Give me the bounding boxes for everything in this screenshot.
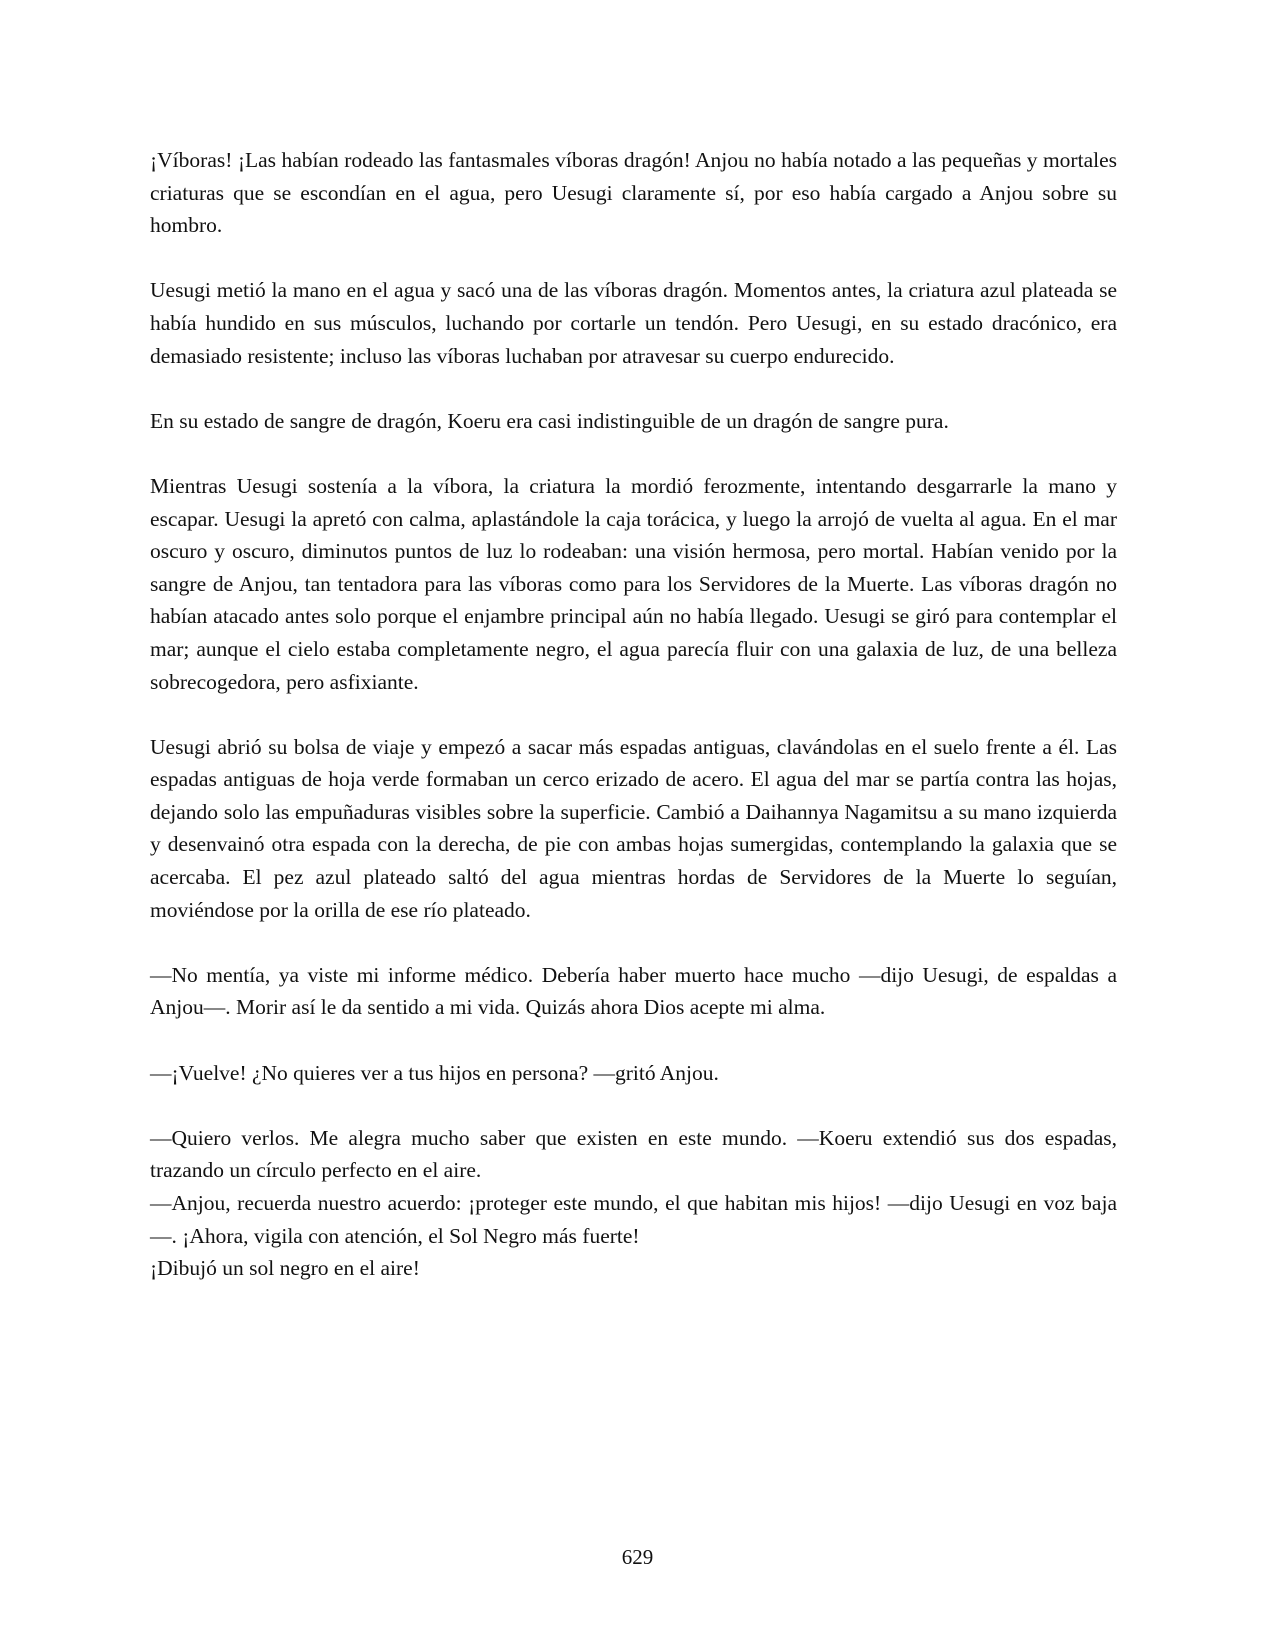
paragraph-uesugi-grabs-viper: Uesugi metió la mano en el agua y sacó una de las víboras dragón. Momentos antes, la criatura azul plateada se había hundido en sus músculos, luchando por cortarle un tendón. Pero Uesugi, en su estado dracónico, era demasiado resistente; incluso las víboras luchaban por atravesar su cuerpo endurecido. <box>150 278 1117 368</box>
page-body <box>150 144 1117 1285</box>
paragraph-ancient-swords: Uesugi abrió su bolsa de viaje y empezó a sacar más espadas antiguas, clavándolas en el suelo frente a él. Las espadas antiguas de hoja verde formaban un cerco erizado de acero. El agua del mar se partía contra las hojas, dejando solo las empuñaduras visibles sobre la superficie. Cambió a Daihannya Nagamitsu a su mano izquierda y desenvainó otra espada con la derecha, de pie con ambas hojas sumergidas, contemplando la galaxia que se acercaba. El pez azul plateado saltó del agua mientras hordas de Servidores de la Muerte lo seguían, moviéndose por la orilla de ese río plateado. <box>150 734 1117 922</box>
paragraph-dragon-blood-state: En su estado de sangre de dragón, Koeru era casi indistinguible de un dragón de sangre pura. <box>150 408 949 433</box>
paragraph-dialogue-uesugi-medical: —No mentía, ya viste mi informe médico. Debería haber muerto hace mucho —dijo Uesugi, de espaldas a Anjou—. Morir así le da sentido a mi vida. Quizás ahora Dios acepte mi alma. <box>150 962 1117 1020</box>
paragraph-black-sun: ¡Dibujó un sol negro en el aire! <box>150 1256 420 1281</box>
paragraph-dialogue-anjou-shouts: —¡Vuelve! ¿No quieres ver a tus hijos en persona? —gritó Anjou. <box>150 1060 719 1085</box>
paragraph-vipers-surround: ¡Víboras! ¡Las habían rodeado las fantasmales víboras dragón! Anjou no había notado a las pequeñas y mortales criaturas que se escondían en el agua, pero Uesugi claramente sí, por eso había cargado a Anjou sobre su hombro. <box>150 148 1117 238</box>
paragraph-dialogue-koeru-swords: —Quiero verlos. Me alegra mucho saber que existen en este mundo. —Koeru extendió sus dos espadas, trazando un círculo perfecto en el aire. <box>150 1125 1117 1183</box>
paragraph-galaxy-of-light: Mientras Uesugi sostenía a la víbora, la criatura la mordió ferozmente, intentando desgarrarle la mano y escapar. Uesugi la apretó con calma, aplastándole la caja torácica, y luego la arrojó de vuelta al agua. En el mar oscuro y oscuro, diminutos puntos de luz lo rodeaban: una visión hermosa, pero mortal. Habían venido por la sangre de Anjou, tan tentadora para las víboras como para los Servidores de la Muerte. Las víboras dragón no habían atacado antes solo porque el enjambre principal aún no había llegado. Uesugi se giró para contemplar el mar; aunque el cielo estaba completamente negro, el agua parecía fluir con una galaxia de luz, de una belleza sobrecogedora, pero asfixiante. <box>150 473 1117 694</box>
paragraph-dialogue-agreement: —Anjou, recuerda nuestro acuerdo: ¡proteger este mundo, el que habitan mis hijos! —dijo Uesugi en voz baja—. ¡Ahora, vigila con atención, el Sol Negro más fuerte! <box>150 1191 1117 1248</box>
page-number: 629 <box>621 1545 654 1569</box>
